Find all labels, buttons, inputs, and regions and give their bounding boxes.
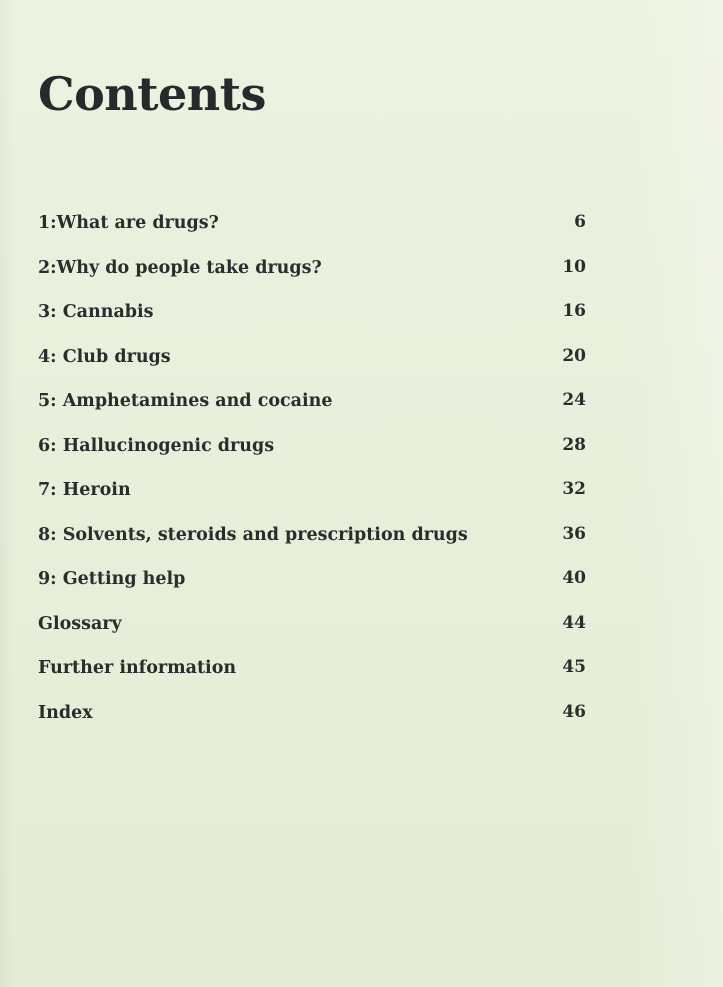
toc-entry-label: 3: Cannabis [38,302,154,322]
toc-entry-page-number: 46 [562,701,586,722]
toc-entry-label: 4: Club drugs [38,346,171,367]
toc-entry [38,343,586,388]
toc-entry [38,209,586,254]
toc-entry-page-number: 10 [562,256,586,277]
table-of-contents [38,209,586,743]
toc-entry-label: 6: Hallucinogenic drugs [38,435,275,456]
toc-entry-page-number: 36 [562,523,586,544]
toc-entry [38,699,586,744]
toc-entry [38,521,586,566]
toc-entry-label: 2:Why do people take drugs? [38,257,322,278]
toc-entry-label: 8: Solvents, steroids and prescription drugs [38,524,468,545]
toc-entry-label: 7: Heroin [38,480,131,500]
toc-entry-label: Index [38,702,93,723]
toc-entry-page-number: 24 [562,390,586,410]
toc-entry [38,432,586,477]
toc-entry-page-number: 44 [562,612,586,633]
toc-entry-label: 9: Getting help [38,569,186,589]
toc-entry-page-number: 32 [562,479,586,499]
toc-entry-label: 5: Amphetamines and cocaine [38,391,333,411]
toc-entry-label: Glossary [38,613,122,634]
toc-entry [38,565,586,610]
toc-entry-page-number: 20 [562,345,586,366]
toc-entry-page-number: 28 [562,434,586,455]
toc-entry-page-number: 45 [562,657,586,677]
page-title: Contents [38,67,266,121]
toc-entry [38,387,586,432]
toc-entry-page-number: 16 [562,301,586,321]
toc-entry [38,298,586,343]
toc-entry [38,254,586,299]
toc-entry [38,610,586,655]
toc-entry-page-number: 40 [562,568,586,588]
toc-entry [38,476,586,521]
toc-entry-label: Further information [38,658,237,678]
toc-entry-page-number: 6 [574,212,586,232]
toc-entry [38,654,586,699]
toc-entry-label: 1:What are drugs? [38,213,219,233]
